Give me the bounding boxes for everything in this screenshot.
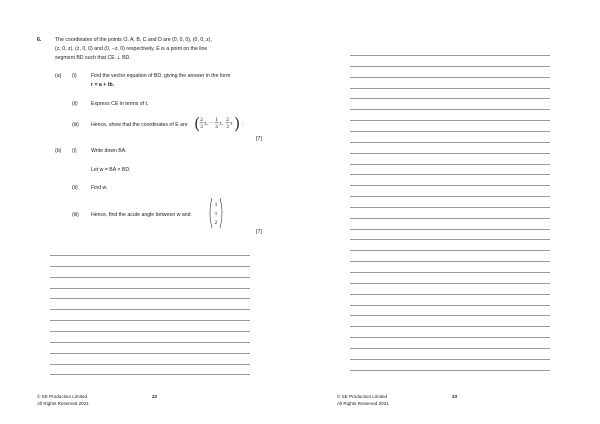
question-intro-line-3: segment BD such that CE ⊥ BD. (55, 55, 131, 61)
answer-line (50, 331, 250, 332)
part-a-i-label: (i) (72, 73, 77, 79)
part-b-ii-label: (ii) (72, 185, 78, 191)
left-paren: ( (194, 114, 201, 133)
answer-line (50, 277, 250, 278)
e-x-numerator: 2 (200, 118, 203, 123)
answer-line (350, 294, 550, 295)
answer-line (350, 305, 550, 306)
e-y-minus: − (210, 121, 213, 127)
e-z-denominator: 3 (226, 125, 229, 130)
answer-line (50, 353, 250, 354)
answer-line (350, 120, 550, 121)
e-y-numerator: 1 (215, 118, 218, 123)
answer-line (350, 77, 550, 78)
vector-right-paren (220, 198, 222, 228)
vector-entry-2: 1 (214, 212, 218, 217)
answer-line (50, 342, 250, 343)
question-intro-line-1: The coordinates of the points O, A, B, C and D are (0, 0, 0), (0, 0, z), (55, 37, 212, 43)
answer-line (350, 196, 550, 197)
answer-line (350, 66, 550, 67)
e-x-denominator: 3 (200, 125, 203, 130)
answer-line (50, 288, 250, 289)
vector-entry-1: 1 (214, 203, 218, 208)
part-a-i-form: r = a + tb. (91, 82, 115, 88)
answer-line (350, 239, 550, 240)
answer-line (350, 229, 550, 230)
answer-line (350, 109, 550, 110)
point-e-coordinates (194, 113, 254, 135)
part-a-ii-text: Express CE in terms of t. (91, 101, 149, 107)
part-b-i-label: (i) (72, 148, 77, 154)
part-b-label: (b) (55, 148, 62, 154)
part-b-let-text: Let w = BA × BD. (91, 167, 131, 173)
right-footer-copyright: © SE Production Limited (337, 394, 388, 399)
answer-line (350, 98, 550, 99)
e-y-var: z, (219, 121, 223, 127)
column-vector (207, 196, 225, 230)
answer-line (50, 374, 250, 375)
answer-line (350, 55, 550, 56)
answer-line (350, 131, 550, 132)
vector-left-paren (210, 198, 212, 228)
e-x-var: z, (204, 121, 208, 127)
left-footer-rights: All Rights Reserved 2021 (37, 401, 89, 406)
answer-line (350, 315, 550, 316)
part-b-marks: [7] (256, 229, 262, 235)
answer-line (50, 364, 250, 365)
part-a-iii-label: (iii) (72, 122, 79, 128)
answer-line (350, 283, 550, 284)
left-page-number: 22 (152, 394, 158, 399)
answer-line (50, 255, 250, 256)
part-a-ii-label: (ii) (72, 101, 78, 107)
answer-line (350, 359, 550, 360)
answer-line (350, 272, 550, 273)
answer-line (350, 174, 550, 175)
e-coords-period: . (242, 122, 244, 127)
answer-line (350, 261, 550, 262)
part-b-iii-text: Hence, find the acute angle between w and (91, 212, 191, 218)
e-z-var: z (230, 121, 233, 127)
answer-line (350, 326, 550, 327)
answer-line (350, 185, 550, 186)
answer-line (350, 348, 550, 349)
right-paren: ) (234, 114, 241, 133)
answer-line (350, 370, 550, 371)
part-a-iii-text: Hence, show that the coordinates of E are (91, 122, 188, 128)
answer-line (50, 309, 250, 310)
answer-line (350, 142, 550, 143)
part-a-i-text: Find the vector equation of BD, giving the answer in the form (91, 73, 231, 79)
part-b-iii-label: (iii) (72, 212, 79, 218)
answer-line (50, 266, 250, 267)
part-a-label: (a) (55, 73, 62, 79)
answer-line (50, 320, 250, 321)
answer-line (350, 164, 550, 165)
vector-entry-3: 2 (214, 221, 218, 226)
question-intro-line-2: (z, 0, z), (z, 0, 0) and (0, −z, 0) respectively. E is a point on the line (55, 46, 208, 52)
question-number: 6. (37, 37, 42, 43)
answer-line (350, 207, 550, 208)
left-footer-copyright: © SE Production Limited (37, 394, 88, 399)
part-b-i-text: Write down BA. (91, 148, 127, 154)
right-footer-rights: All Rights Reserved 2021 (337, 401, 389, 406)
answer-line (350, 250, 550, 251)
answer-line (50, 298, 250, 299)
answer-line (350, 337, 550, 338)
e-z-numerator: 2 (226, 118, 229, 123)
right-page-number: 23 (452, 394, 458, 399)
answer-line (350, 153, 550, 154)
e-y-denominator: 3 (215, 125, 218, 130)
part-a-marks: [7] (256, 136, 262, 142)
answer-line (350, 218, 550, 219)
part-b-ii-text: Find w. (91, 185, 108, 191)
answer-line (350, 88, 550, 89)
